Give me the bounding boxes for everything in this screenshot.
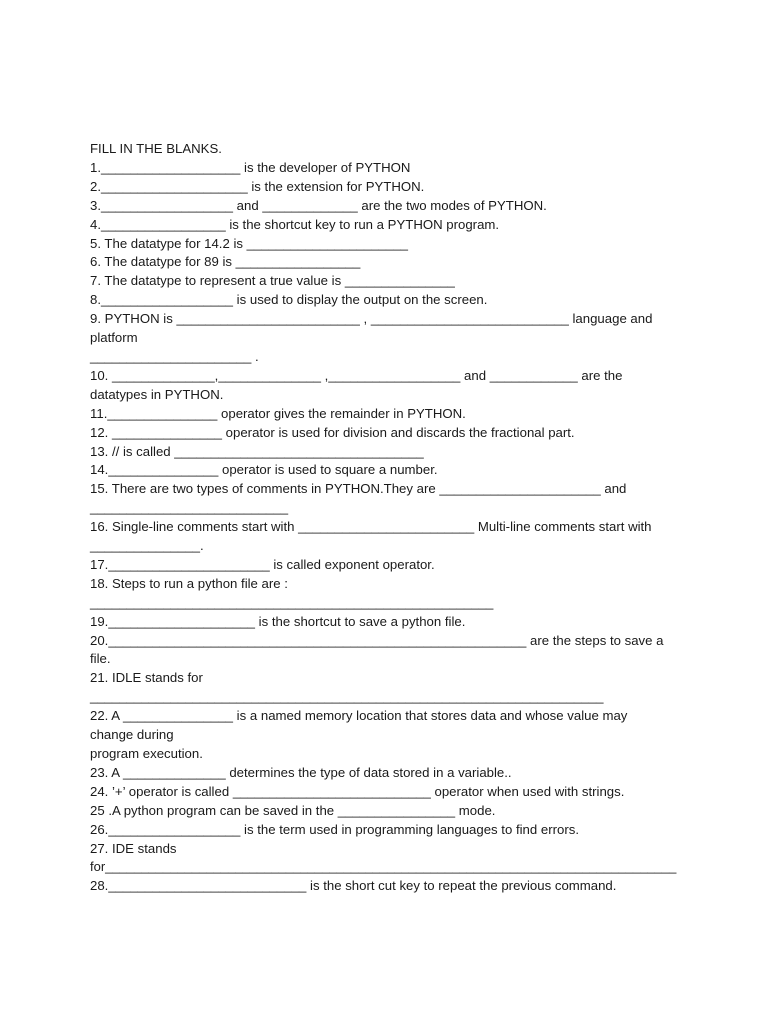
question-line: 3.__________________ and _____________ are the two modes of PYTHON. — [90, 197, 547, 213]
question-line: 17.______________________ is called exponent operator. — [90, 556, 435, 572]
question-line: 8.__________________ is used to display the output on the screen. — [90, 292, 488, 308]
question-line: 22. A _______________ is a named memory location that stores data and whose value may — [90, 708, 628, 724]
question-line: 19.____________________ is the shortcut to save a python file. — [90, 613, 466, 629]
question-line: 4._________________ is the shortcut key to run a PYTHON program. — [90, 216, 500, 232]
question-line: 18. Steps to run a python file are : — [90, 575, 288, 591]
worksheet — [90, 140, 680, 896]
question-line: 15. There are two types of comments in PYTHON.They are ______________________ and — [90, 481, 627, 497]
question-line: program execution. — [90, 746, 203, 761]
question-line: 20._________________________________________________________ are the steps to save a — [90, 632, 664, 648]
question-line: 24. ’+’ operator is called ___________________________ operator when used with strings. — [90, 783, 625, 799]
question-line: change during — [90, 727, 174, 743]
question-line: 13. // is called __________________________________ — [90, 443, 424, 459]
question-line: 10. ______________,______________ ,__________________ and ____________ are the — [90, 367, 623, 383]
question-line: 7. The datatype to represent a true value is _______________ — [90, 273, 455, 289]
question-line: 5. The datatype for 14.2 is ______________________ — [90, 235, 408, 251]
question-line: _______________. — [90, 538, 204, 554]
question-line: 9. PYTHON is _________________________ , ___________________________ language and — [90, 311, 653, 327]
question-line: 26.__________________ is the term used in programming languages to find errors. — [90, 821, 579, 837]
question-line: 6. The datatype for 89 is _________________ — [90, 254, 361, 270]
question-line: file. — [90, 651, 111, 667]
question-line: 21. IDLE stands for — [90, 670, 203, 686]
question-line: 2.____________________ is the extension for PYTHON. — [90, 178, 425, 194]
question-line: 16. Single-line comments start with ________________________ Multi-line comments start with — [90, 519, 652, 535]
question-line: 27. IDE stands — [90, 840, 177, 856]
question-line: 12. _______________ operator is used for division and discards the fractional part. — [90, 424, 575, 440]
question-line: datatypes in PYTHON. — [90, 386, 224, 402]
worksheet-title: FILL IN THE BLANKS. — [90, 141, 222, 156]
question-line: ______________________ . — [90, 348, 259, 364]
question-line: 28.___________________________ is the short cut key to repeat the previous command. — [90, 878, 617, 894]
question-line: for_______________________________________________________________________________ — [90, 859, 677, 875]
question-line: ___________________________ — [90, 500, 289, 516]
question-line: _______________________________________________________ — [90, 594, 494, 610]
question-line: 11._______________ operator gives the remainder in PYTHON. — [90, 405, 466, 421]
question-line: 14._______________ operator is used to square a number. — [90, 462, 438, 478]
question-line: platform — [90, 330, 138, 346]
question-line: ______________________________________________________________________ — [90, 689, 604, 705]
question-line: 25 .A python program can be saved in the ________________ mode. — [90, 802, 496, 818]
question-line: 23. A ______________ determines the type of data stored in a variable.. — [90, 764, 512, 780]
question-line: 1.___________________ is the developer of PYTHON — [90, 159, 411, 175]
